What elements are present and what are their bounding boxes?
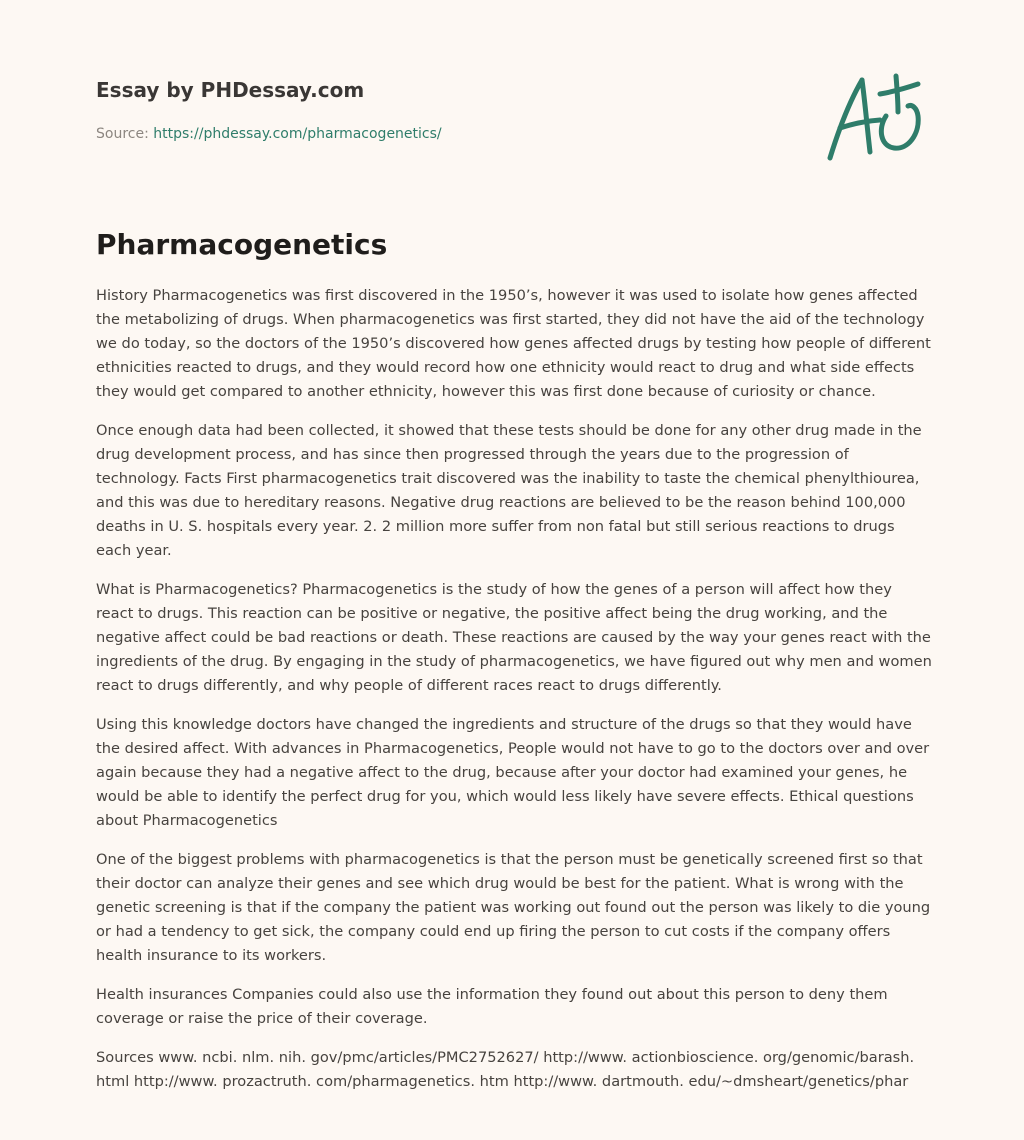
article-title: Pharmacogenetics <box>96 228 388 261</box>
a-plus-icon <box>822 70 926 164</box>
source-label: Source: <box>96 126 154 142</box>
paragraph: One of the biggest problems with pharmacogenetics is that the person must be genetically screened first so that their doctor can analyze their genes and see which drug would be best for the patient. What is wrong with the genetic screening is that if the company the patient was working out found out the person was likely to die young or had a tendency to get sick, the company could end up firing the person to cut costs if the company offers health insurance to its workers. <box>96 851 931 964</box>
paragraph: Sources www. ncbi. nlm. nih. gov/pmc/articles/PMC2752627/ http://www. actionbioscience. org/genomic/barash. html http://www. prozactruth. com/pharmagenetics. htm http://www. dartmouth. edu/~dmsheart/genetics/phar <box>96 1049 915 1090</box>
paragraph: Using this knowledge doctors have changed the ingredients and structure of the drugs so that they would have the desired affect. With advances in Pharmacogenetics, People would not have to go to the doctors over and over again because they had a negative affect to the drug, because after your doctor had examined your genes, he would be able to identify the perfect drug for you, which would less likely have severe effects. Ethical questions about Pharmacogenetics <box>96 716 930 829</box>
brand-title: Essay by PHDessay.com <box>96 78 365 102</box>
paragraph: History Pharmacogenetics was first discovered in the 1950’s, however it was used to isolate how genes affected the metabolizing of drugs. When pharmacogenetics was first started, they did not have the aid of the technology we do today, so the doctors of the 1950’s discovered how genes affected drugs by testing how people of different ethnicities reacted to drugs, and they would record how one ethnicity would react to drug and what side effects they would get compared to another ethnicity, however this was first done because of curiosity or chance. <box>96 287 931 400</box>
page-header <box>96 72 928 172</box>
a-plus-grade-logo <box>822 70 926 164</box>
paragraph: Once enough data had been collected, it showed that these tests should be done for any other drug made in the drug development process, and has since then progressed through the years due to the progression of technology. Facts First pharmacogenetics trait discovered was the inability to taste the chemical phenylthiourea, and this was due to hereditary reasons. Negative drug reactions are believed to be the reason behind 100,000 deaths in U. S. hospitals every year. 2. 2 million more suffer from non fatal but still serious reactions to drugs each year. <box>96 422 922 559</box>
source-line <box>96 124 442 144</box>
paragraph: Health insurances Companies could also use the information they found out about this person to deny them coverage or raise the price of their coverage. <box>96 986 888 1027</box>
paragraph: What is Pharmacogenetics? Pharmacogenetics is the study of how the genes of a person will affect how they react to drugs. This reaction can be positive or negative, the positive affect being the drug working, and the negative affect could be bad reactions or death. These reactions are caused by the way your genes react with the ingredients of the drug. By engaging in the study of pharmacogenetics, we have figured out why men and women react to drugs differently, and why people of different races react to drugs differently. <box>96 581 932 694</box>
article-body <box>96 284 932 1109</box>
source-link[interactable]: https://phdessay.com/pharmacogenetics/ <box>153 126 442 142</box>
